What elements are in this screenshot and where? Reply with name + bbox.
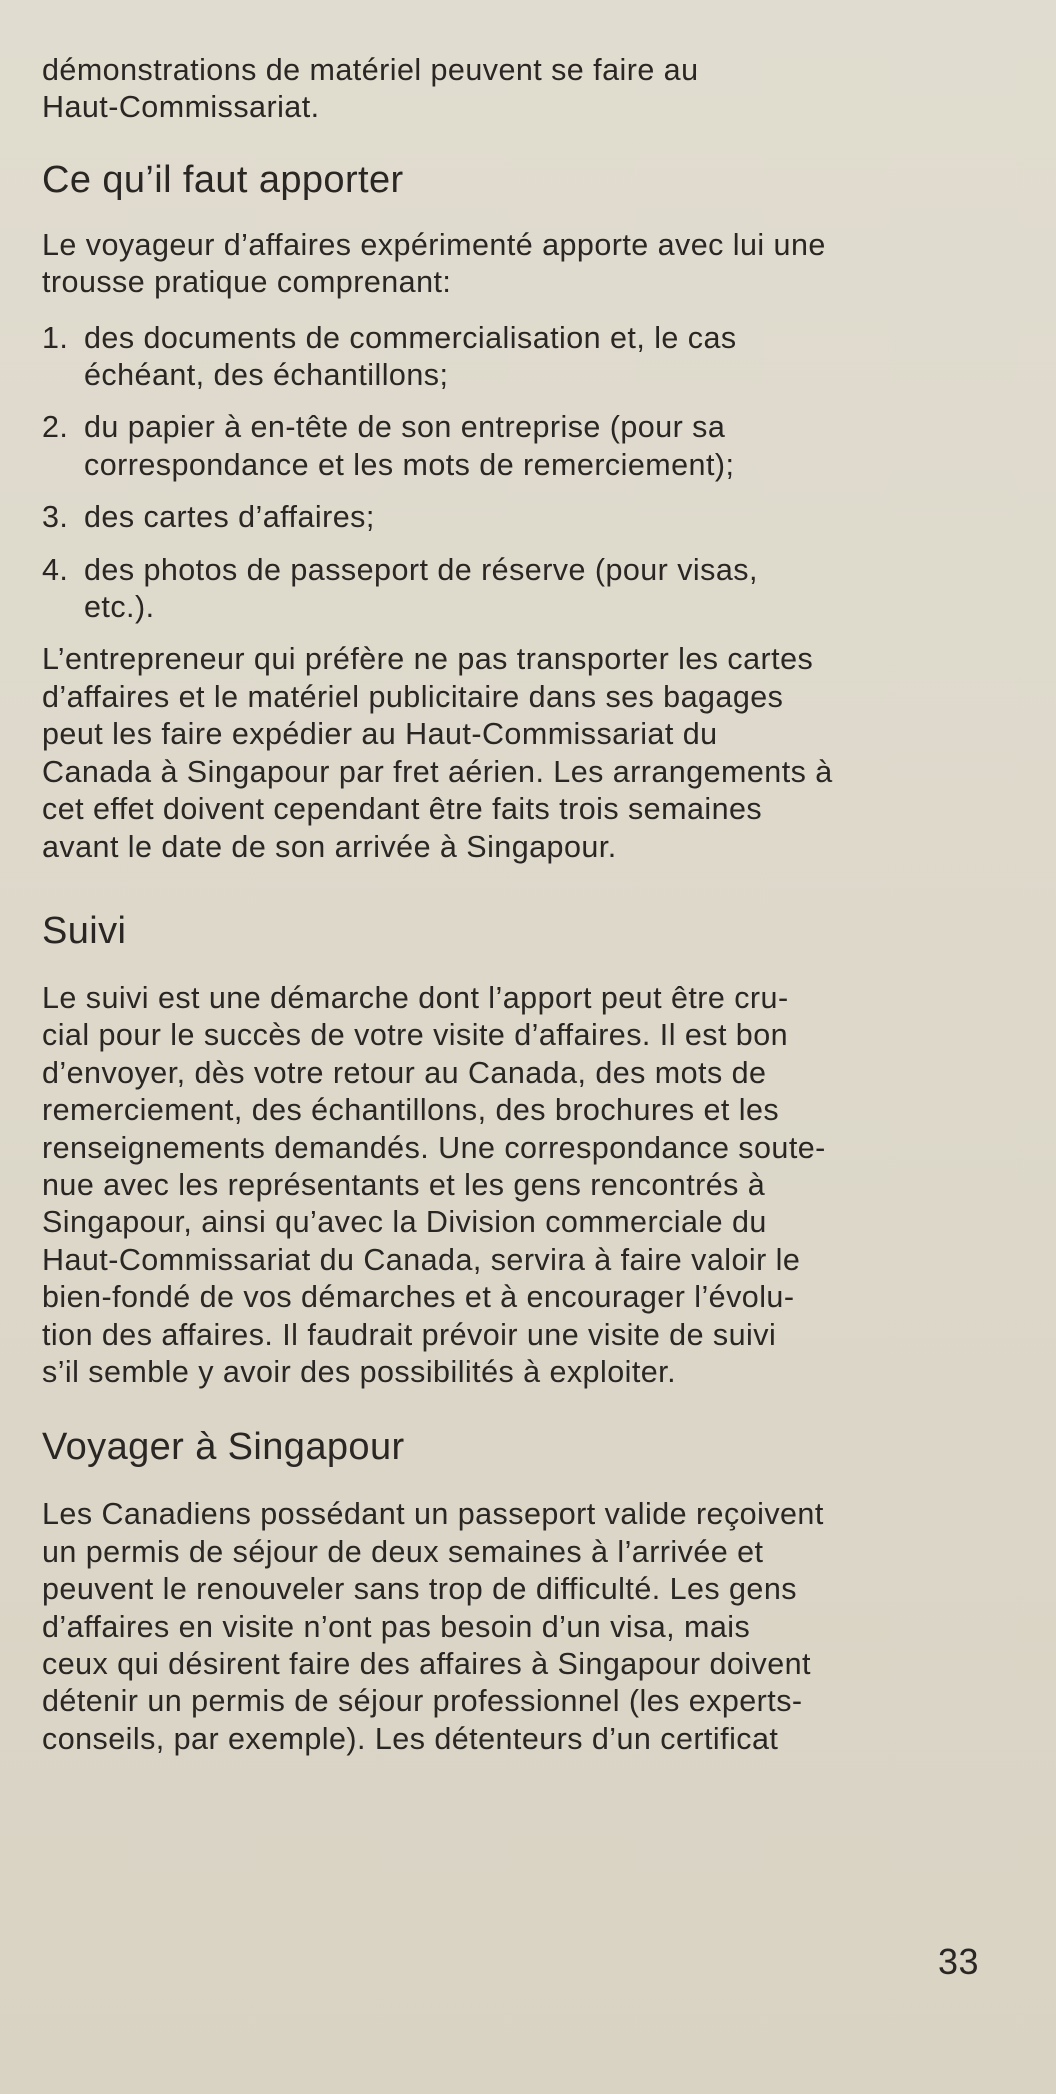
ce-intro-line-1: Le voyageur d’affaires expérimenté apporte avec lui une [42,227,826,262]
intro-line-1: démonstrations de matériel peuvent se faire au [42,53,699,87]
paragraph-line: L’entrepreneur qui préfère ne pas transporter les cartes [42,642,814,677]
list-item-number: 3. [42,500,69,535]
list-item [42,409,990,484]
list-item [42,320,990,395]
ce-quil-faut-intro [42,227,990,302]
intro-line-2: Haut-Commissariat. [42,90,320,125]
entrepreneur-paragraph [42,641,990,865]
ce-intro-line-2: trousse pratique comprenant: [42,265,452,300]
paragraph-line: un permis de séjour de deux semaines à l’arrivée et [42,1534,764,1569]
paragraph-line: Singapour, ainsi qu’avec la Division commerciale du [42,1205,767,1240]
paragraph-line: conseils, par exemple). Les détenteurs d’un certificat [42,1721,779,1756]
paragraph-line: peuvent le renouveler sans trop de difficulté. Les gens [42,1572,797,1607]
paragraph-line: bien-fondé de vos démarches et à encourager l’évolu- [42,1280,795,1315]
page-number: 33 [938,1941,980,1982]
heading-voyager-a-singapour: Voyager à Singapour [42,1426,405,1469]
list-item-text [84,552,990,627]
heading-ce-quil-faut-apporter: Ce qu’il faut apporter [42,158,404,201]
list-item-text [84,320,990,395]
list-item-line: échéant, des échantillons; [84,358,449,393]
paragraph-line: tion des affaires. Il faudrait prévoir une visite de suivi [42,1317,777,1352]
paragraph-line: cial pour le succès de votre visite d’affaires. Il est bon [42,1018,789,1053]
list-item-number: 2. [42,410,69,445]
kit-list [42,320,990,627]
paragraph-line: Le suivi est une démarche dont l’apport peut être cru- [42,980,789,1015]
paragraph-line: cet effet doivent cependant être faits trois semaines [42,792,763,827]
list-item [42,499,990,536]
paragraph-line: peut les faire expédier au Haut-Commissariat du [42,717,718,752]
paragraph-line: avant le date de son arrivée à Singapour. [42,829,617,864]
list-item-text [84,409,990,484]
list-item-line: des photos de passeport de réserve (pour visas, [84,552,758,587]
list-item-line: etc.). [84,590,155,625]
voyager-paragraph [42,1496,990,1758]
page-content [42,52,990,1758]
list-item-number: 4. [42,552,69,587]
paragraph-line: Haut-Commissariat du Canada, servira à faire valoir le [42,1242,801,1277]
list-item-text [84,499,990,536]
paragraph-line: Les Canadiens possédant un passeport valide reçoivent [42,1497,824,1532]
paragraph-line: ceux qui désirent faire des affaires à Singapour doivent [42,1647,811,1681]
list-item-line: des documents de commercialisation et, le cas [84,320,737,355]
heading-suivi: Suivi [42,909,127,952]
paragraph-line: renseignements demandés. Une correspondance soute- [42,1130,826,1165]
paragraph-line: d’affaires et le matériel publicitaire dans ses bagages [42,679,784,714]
intro-paragraph [42,52,990,127]
paragraph-line: détenir un permis de séjour professionnel (les experts- [42,1684,803,1719]
list-item-number: 1. [42,320,69,355]
list-item-line: du papier à en-tête de son entreprise (pour sa [84,410,726,445]
paragraph-line: Canada à Singapour par fret aérien. Les arrangements à [42,754,833,789]
paragraph-line: remerciement, des échantillons, des brochures et les [42,1093,780,1128]
paragraph-line: s’il semble y avoir des possibilités à exploiter. [42,1354,677,1389]
paragraph-line: d’envoyer, dès votre retour au Canada, des mots de [42,1055,767,1090]
paragraph-line: nue avec les représentants et les gens rencontrés à [42,1167,766,1202]
list-item-line: correspondance et les mots de remerciement); [84,447,735,482]
list-item-line: des cartes d’affaires; [84,500,375,535]
list-item [42,552,990,627]
paragraph-line: d’affaires en visite n’ont pas besoin d’un visa, mais [42,1609,751,1644]
suivi-paragraph [42,980,990,1391]
